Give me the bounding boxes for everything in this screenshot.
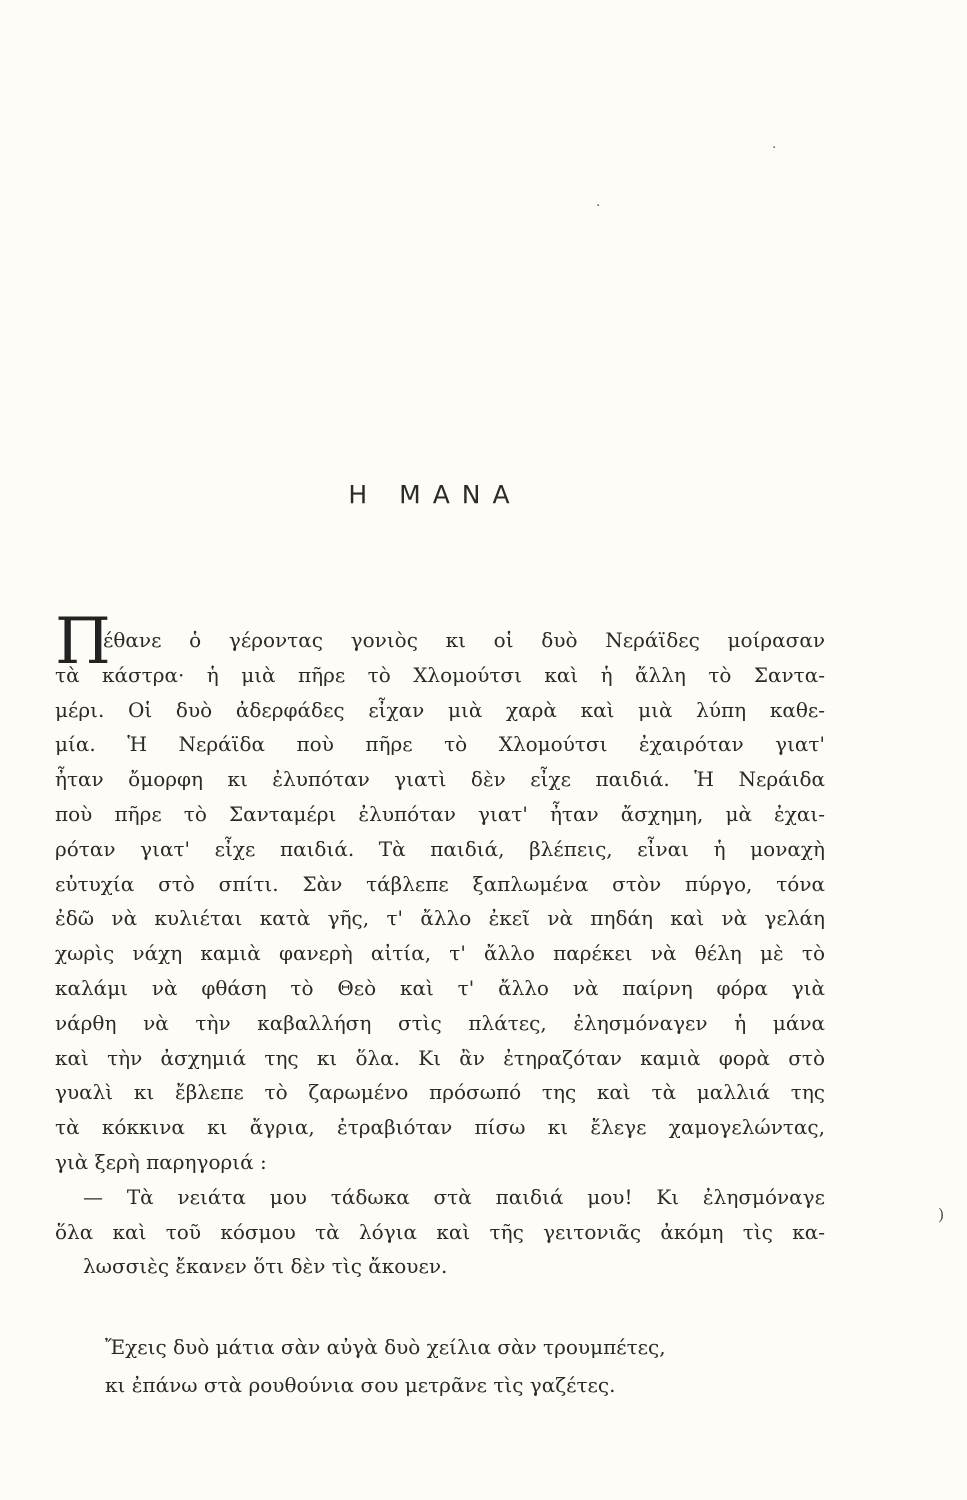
text-line: — Τὰ νειάτα μου τάδωκα στὰ παιδιά μου! Κι ἐλησμόναγε	[83, 1184, 825, 1209]
text-line: γυαλὶ κι ἔβλεπε τὸ ζαρωμένο πρόσωπό της καὶ τὰ μαλλιά της	[55, 1080, 825, 1105]
speck-mark: ·	[596, 198, 601, 214]
text-line: νάρθη νὰ τὴν καβαλλήση στὶς πλάτες, ἐλησμόναγεν ἡ μάνα	[55, 1010, 825, 1035]
text-line: γιὰ ξερὴ παρηγοριά :	[55, 1149, 267, 1174]
main-paragraph	[55, 623, 825, 1284]
speck-mark: ·	[772, 140, 777, 156]
text-line: ποὺ πῆρε τὸ Σανταμέρι ἐλυπόταν γιατ' ἦταν ἄσχημη, μὰ ἐχαι-	[55, 801, 825, 826]
text-line: έθανε ὁ γέροντας γονιὸς κι οἱ δυὸ Νεράϊδες μοίρασαν	[103, 628, 825, 652]
text-line: μέρι. Οἱ δυὸ ἀδερφάδες εἶχαν μιὰ χαρὰ καὶ μιὰ λύπη καθε-	[55, 697, 825, 722]
margin-mark: )	[938, 1205, 945, 1224]
text-line: τὰ κόκκινα κι ἄγρια, ἐτραβιόταν πίσω κι ἔλεγε χαμογελώντας,	[55, 1115, 825, 1140]
text-line: εὐτυχία στὸ σπίτι. Σὰν τάβλεπε ξαπλωμένα στὸν πύργο, τόνα	[55, 871, 825, 896]
text-line: καλάμι νὰ φθάση τὸ Θεὸ καὶ τ' ἄλλο νὰ παίρνη φόρα γιὰ	[55, 975, 825, 1000]
verse-line: Ἔχεις δυὸ μάτια σὰν αὐγὰ δυὸ χείλια σὰν τρουμπέτες,	[105, 1335, 666, 1359]
verse-couplet	[105, 1328, 805, 1404]
text-line: ἦταν ὄμορφη κι ἐλυπόταν γιατὶ δὲν εἶχε παιδιά. Ἡ Νεράιδα	[55, 767, 825, 792]
chapter-title: Η ΜΑΝΑ	[348, 480, 522, 509]
text-line: τὰ κάστρα· ἡ μιὰ πῆρε τὸ Χλομούτσι καὶ ἡ ἄλλη τὸ Σαντα-	[55, 662, 825, 687]
text-line: ὅλα καὶ τοῦ κόσμου τὰ λόγια καὶ τῆς γειτονιᾶς ἀκόμη τὶς κα-	[55, 1219, 825, 1244]
text-line: λωσσιὲς ἔκανεν ὅτι δὲν τὶς ἄκουεν.	[83, 1254, 448, 1279]
verse-line: κι ἐπάνω στὰ ρουθούνια σου μετρᾶνε τὶς γαζέτες.	[105, 1373, 616, 1397]
text-line: ἐδῶ νὰ κυλιέται κατὰ γῆς, τ' ἄλλο ἐκεῖ νὰ πηδάη καὶ νὰ γελάη	[55, 906, 825, 931]
text-line: χωρὶς νάχη καμιὰ φανερὴ αἰτία, τ' ἄλλο παρέκει νὰ θέλη μὲ τὸ	[55, 941, 825, 966]
text-line: μία. Ἡ Νεράϊδα ποὺ πῆρε τὸ Χλομούτσι ἐχαιρόταν γιατ'	[55, 732, 825, 757]
text-line: καὶ τὴν ἀσχημιά της κι ὅλα. Κι ἂν ἐτηραζόταν καμιὰ φορὰ στὸ	[55, 1045, 825, 1070]
text-line: ρόταν γιατ' εἶχε παιδιά. Τὰ παιδιά, βλέπεις, εἶναι ἡ μοναχὴ	[55, 836, 825, 861]
drop-cap: Π	[55, 605, 111, 679]
